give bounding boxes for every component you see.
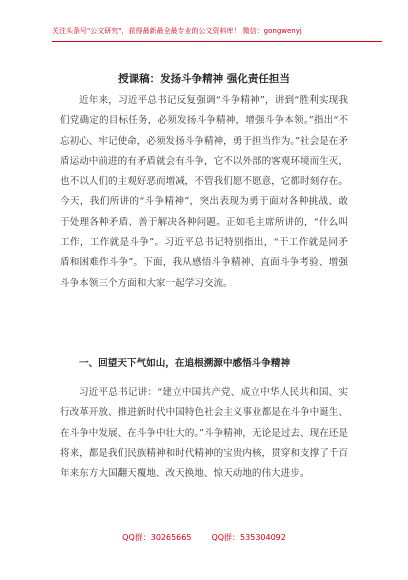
section-heading: 一、回望天下气如山，在追根溯源中感悟斗争精神 bbox=[79, 358, 291, 369]
footer-qq-group-1: QQ群：30265665 bbox=[122, 533, 192, 542]
section-paragraph: 习近平总书记讲：“建立中国共产党、成立中华人民共和国、实行改革开放、推进新时代中国特色社会主义事业都是在斗争中诞生、在斗争中发展、在斗争中壮大的。”斗争精神，无论是过去、现在还是将来，都是我们民族精神和时代精神的宝贵内核，贯穿和支撑了千百年来东方大国翻天覆地、改天换地、惊天动地的伟大进步。 bbox=[60, 387, 348, 480]
intro-paragraph: 近年来，习近平总书记反复强调“斗争精神”，讲到“胜利实现我们党确定的目标任务，必须发扬斗争精神，增强斗争本领。”指出“不忘初心、牢记使命，必须发扬斗争精神，勇于担当作为。”社会是在矛盾运动中前进的有矛盾就会有斗争，它不以外部的客观环境而生灭，也不以人们的主观好恶而增减，不管我们愿不愿意，它都时刻存在。今天，我们所讲的“斗争精神”，突出表现为勇于面对各种挑战、敢于处理各种矛盾、善于解决各种问题。正如毛主席所讲的，“什么叫工作，工作就是斗争”。习近平总书记特别指出，“干工作就是同矛盾和困难作斗争”。下面，我从感悟斗争精神、直面斗争考验、增强斗争本领三个方面和大家一起学习交流。 bbox=[60, 95, 348, 289]
header-banner: 关注头条号"公文研究"，获得最新最全最专业的公文资料库！ 微信：gongwenyj bbox=[52, 27, 302, 35]
header-divider bbox=[52, 41, 382, 42]
footer-qq-group-2: QQ群：535304092 bbox=[211, 533, 286, 542]
intro-block bbox=[60, 91, 348, 294]
section-block bbox=[60, 383, 348, 484]
document-title: 授课稿：发扬斗争精神 强化责任担当 bbox=[118, 73, 290, 85]
footer-contacts bbox=[0, 532, 408, 543]
